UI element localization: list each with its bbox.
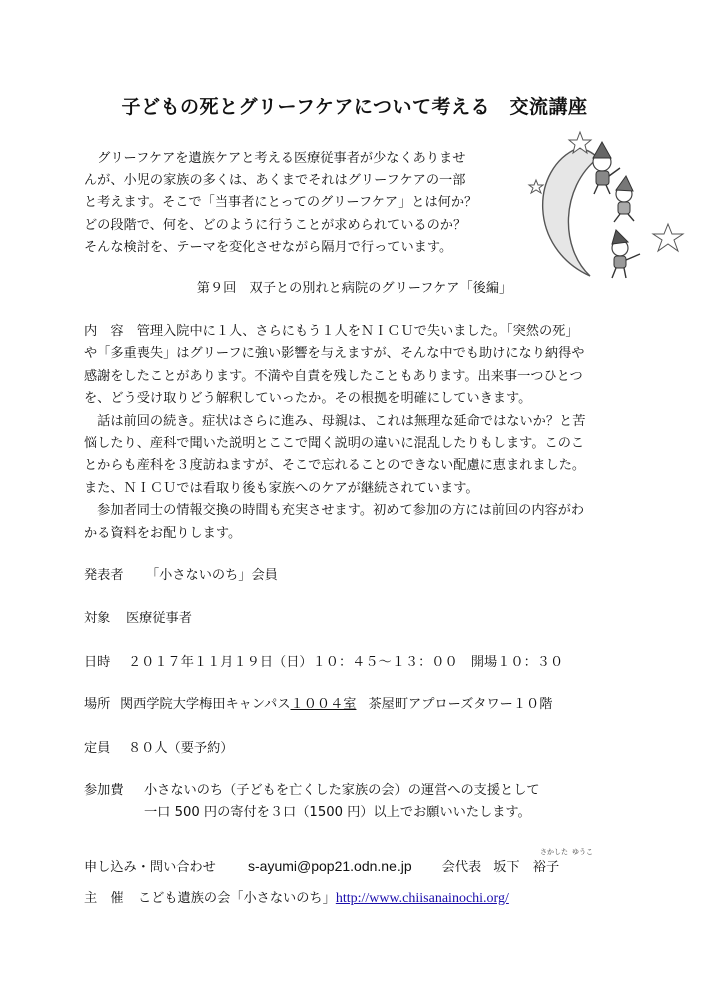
organizer-link[interactable]: http://www.chiisanainochi.org/: [335, 891, 509, 906]
star-icon: [529, 180, 543, 193]
moon-children-illustration: [520, 128, 700, 288]
presenter-row: [84, 564, 278, 583]
capacity-value: ８０人（要予約）: [128, 741, 234, 756]
session-subtitle: 第９回 双子との別れと病院のグリーフケア「後編」: [196, 281, 513, 296]
content-line: 悩したり、産科で聞いた説明とここで聞く説明の違いに混乱したりもします。このこ: [84, 436, 585, 452]
representative-name: 坂下 裕子: [493, 860, 560, 875]
datetime-label: 日時: [84, 655, 111, 670]
capacity-row: [84, 737, 234, 756]
fee-row: [84, 779, 540, 798]
datetime-row: [84, 651, 563, 670]
content-line: かる資料をお配りします。: [84, 525, 242, 541]
ruby-given: ゆうこ: [572, 848, 593, 856]
page-title: 子どもの死とグリーフケアについて考える 交流講座: [121, 96, 588, 118]
fee-label: 参加費: [84, 783, 124, 798]
presenter-value: 「小さないのち」会員: [146, 568, 278, 583]
content-line: 参加者同士の情報交換の時間も充実させます。初めて参加の方には前回の内容がわ: [84, 503, 585, 519]
content-line: とからも産科を３度訪ねますが、そこで忘れることのできない配慮に恵まれました。: [84, 458, 586, 474]
organizer-value: こども遺族の会「小さないのち」: [138, 891, 336, 906]
content-line: 話は前回の続き。症状はさらに進み、母親は、これは無理な延命ではないか？と苦: [84, 413, 586, 429]
intro-paragraph: [84, 148, 514, 259]
venue-row: [84, 693, 552, 712]
datetime-value: ２０１７年１１月１９日（日）１０：４５～１３：００ 開場１０：３０: [128, 655, 564, 670]
ruby-family: さかした: [540, 848, 568, 856]
contact-email[interactable]: s-ayumi@pop21.odn.ne.jp: [248, 858, 412, 874]
contact-label: 申し込み・問い合わせ: [84, 860, 216, 875]
intro-line: と考えます。そこで「当事者にとってのグリーフケア」とは何か？: [84, 195, 478, 211]
content-line: 内 容 管理入院中に１人、さらにもう１人をＮＩＣＵで失いました。「突然の死」: [84, 324, 579, 339]
intro-line: グリーフケアを遺族ケアと考える医療従事者が少なくありませ: [84, 151, 466, 166]
capacity-label: 定員: [84, 741, 111, 756]
organizer-row: [84, 887, 509, 907]
contact-row: [84, 856, 559, 875]
content-description: [84, 321, 640, 545]
audience-value: 医療従事者: [126, 611, 192, 626]
content-line: や「多重喪失」はグリーフに強い影響を与えますが、そんな中でも助けになり納得や: [84, 346, 585, 362]
intro-line: どの段階で、何を、どのように行うことが求められているのか？: [84, 217, 467, 233]
venue-building: 茶屋町アプローズタワー１０階: [368, 697, 553, 712]
intro-line: んが、小児の家族の多くは、あくまでそれはグリーフケアの一部: [84, 173, 466, 189]
fee-line-2: 一口 500 円の寄付を３口（1500 円）以上でお願いいたします。: [144, 805, 531, 820]
audience-label: 対象: [84, 611, 111, 626]
fee-line-1: 小さないのち（子どもを亡くした家族の会）の運営への支援として: [144, 783, 540, 798]
venue-label: 場所: [84, 697, 111, 712]
venue-campus: 関西学院大学梅田キャンパス: [120, 697, 291, 712]
content-line: 感謝をしたことがあります。不満や自責を残したこともあります。出来事一つひとつ: [84, 368, 583, 384]
audience-row: [84, 607, 192, 626]
content-line: を、どう受け取りどう解釈していったか。その根拠を明確にしていきます。: [84, 391, 532, 407]
intro-line: そんな検討を、テーマを変化させながら隔月で行っています。: [84, 239, 453, 255]
presenter-label: 発表者: [84, 568, 124, 583]
representative-label: 会代表: [441, 860, 482, 875]
organizer-label: 主 催: [84, 891, 124, 906]
fee-row-2: [144, 801, 531, 820]
star-icon: [653, 224, 683, 251]
content-line: また、ＮＩＣＵでは看取り後も家族へのケアが継続されています。: [84, 480, 479, 496]
venue-room: １００４室: [290, 697, 357, 712]
